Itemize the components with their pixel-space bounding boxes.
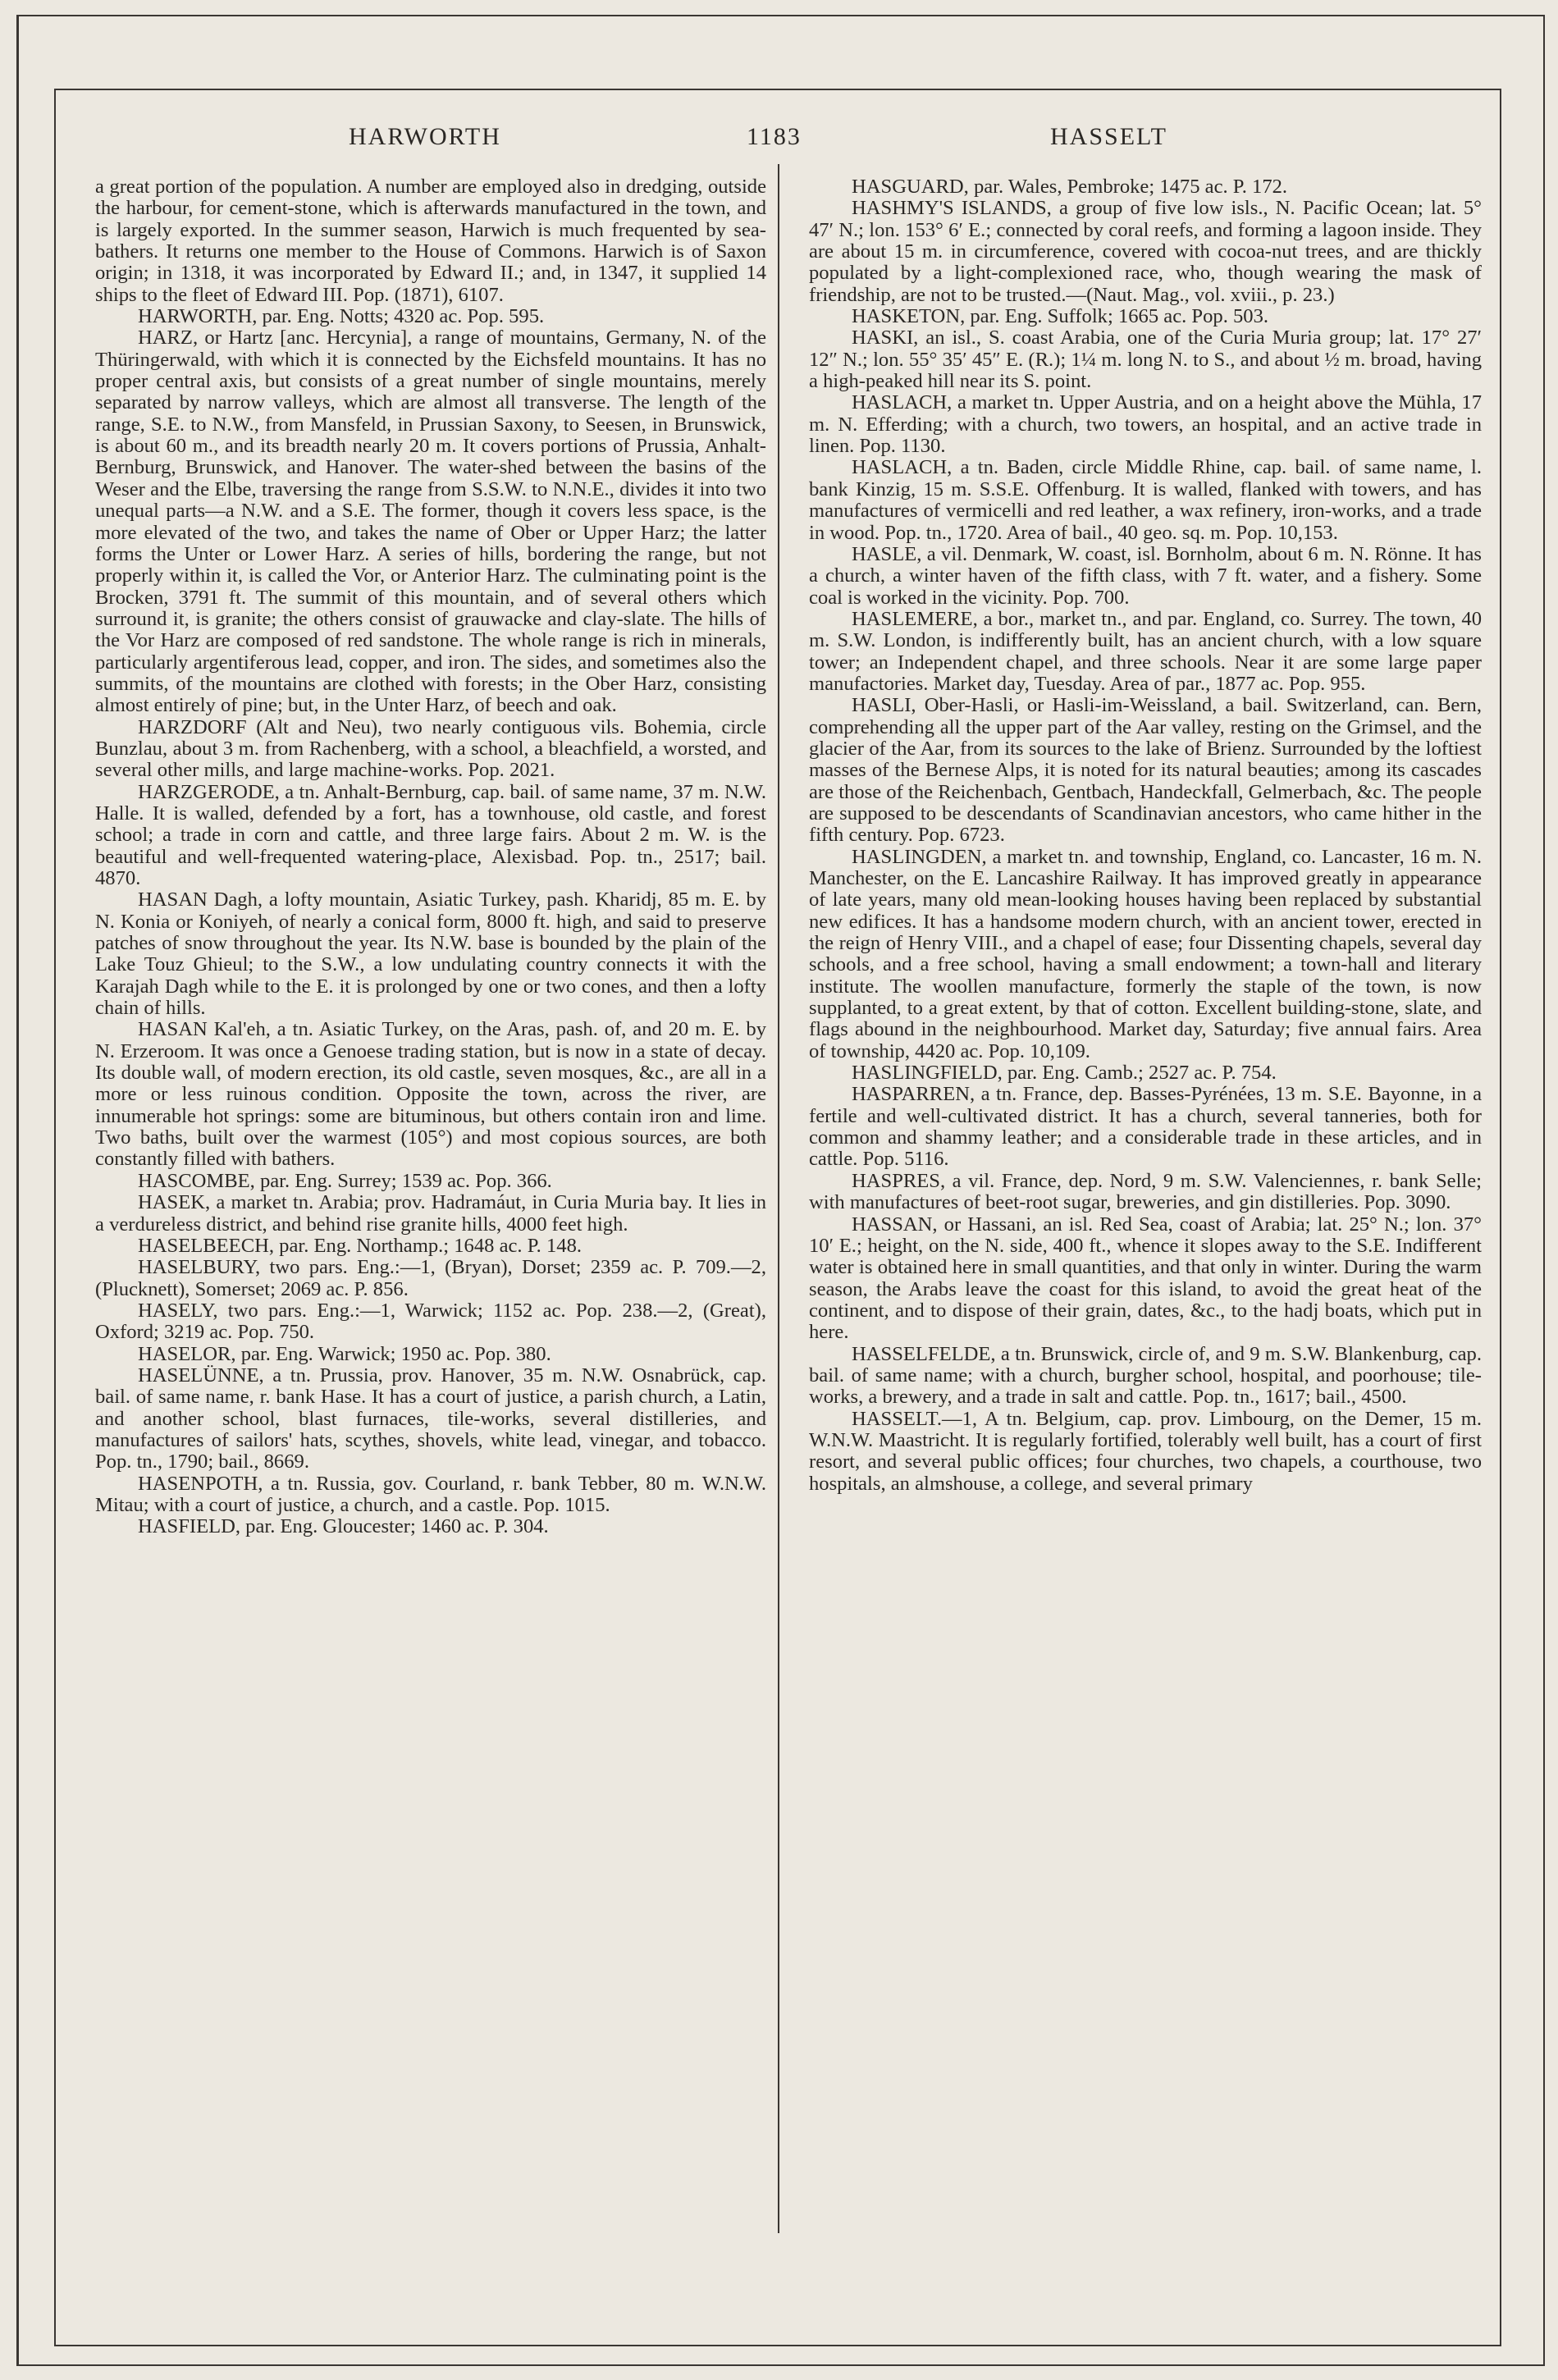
gazetteer-entry: HARZGERODE, a tn. Anhalt-Bernburg, cap. bail. of same name, 37 m. N.W. Halle. It is walled, defended by a fort, has a townhouse, old castle, and forest school; a trade in corn and cattle, and three large fairs. About 2 m. W. is the beautiful and well-frequented watering-place, Alexisbad. Pop. tn., 2517; bail. 4870. (95, 780, 766, 889)
gazetteer-entry: HARZDORF (Alt and Neu), two nearly contiguous vils. Bohemia, circle Bunzlau, about 3 m. from Rachenberg, with a school, a bleachfield, a worsted, and several other mills, and large machine-works. Pop. 2021. (95, 715, 766, 782)
gazetteer-entry: HASELBURY, two pars. Eng.:—1, (Bryan), Dorset; 2359 ac. P. 709.—2, (Plucknett), Somerset; 2069 ac. P. 856. (95, 1256, 766, 1300)
column-divider (778, 164, 779, 2233)
gazetteer-entry: HASELOR, par. Eng. Warwick; 1950 ac. Pop. 380. (138, 1342, 551, 1365)
gazetteer-entry: HASLACH, a market tn. Upper Austria, and on a height above the Mühla, 17 m. N. Efferding; with a church, two towers, an hospital, and an active trade in linen. Pop. 1130. (809, 391, 1482, 458)
gazetteer-entry: HASHMY'S ISLANDS, a group of five low isls., N. Pacific Ocean; lat. 5° 47′ N.; lon. 153° 6′ E.; connected by coral reefs, and forming a lagoon inside. They are about 15 m. in circumference, covered with cocoa-nut trees, and are thickly populated by a light-complexioned race, who, though wearing the mask of friendship, are not to be trusted.—(Naut. Mag., vol. xviii., p. 23.) (809, 197, 1482, 306)
gazetteer-entry: HARZ, or Hartz [anc. Hercynia], a range of mountains, Germany, N. of the Thüringerwald, with which it is connected by the Eichsfeld mountains. It has no proper central axis, but consists of a great number of single mountains, merely separated by narrow valleys, which are almost all transverse. The length of the range, S.E. to N.W., from Mansfeld, in Prussian Saxony, to Seesen, in Brunswick, is about 60 m., and its breadth nearly 20 m. It covers portions of Prussia, Anhalt-Bernburg, Brunswick, and Hanover. The water-shed between the basins of the Weser and the Elbe, traversing the range from S.S.W. to N.N.E., divides it into two unequal parts—a N.W. and a S.E. The former, though it covers less space, is the more elevated of the two, and takes the name of Ober or Upper Harz; the latter forms the Unter or Lower Harz. A series of hills, bordering the range, but not properly within it, is called the Vor, or Anterior Harz. The culminating point is the Brocken, 3791 ft. The summit of this mountain, and of several others which surround it, is granite; the others consist of grauwacke and clay-slate. The hills of the Vor Harz are composed of red sandstone. The whole range is rich in minerals, particularly argentiferous lead, copper, and iron. The sides, and sometimes also the summits, of the mountains are clothed with forests; in the Ober Harz, consisting almost entirely of pine; but, in the Unter Harz, of beech and oak. (95, 327, 766, 717)
running-head-right: HASSELT (1050, 123, 1167, 150)
right-column (809, 176, 1482, 1495)
gazetteer-entry: HASGUARD, par. Wales, Pembroke; 1475 ac. P. 172. (852, 176, 1288, 198)
gazetteer-entry: HASSELFELDE, a tn. Brunswick, circle of, and 9 m. S.W. Blankenburg, cap. bail. of same name; with a church, burgher school, hospital, and poorhouse; tile-works, a brewery, and a trade in salt and cattle. Pop. tn., 1617; bail., 4500. (809, 1342, 1482, 1409)
running-head-left: HARWORTH (349, 123, 501, 150)
gazetteer-entry: HASPRES, a vil. France, dep. Nord, 9 m. S.W. Valenciennes, r. bank Selle; with manufactures of beet-root sugar, breweries, and gin distilleries. Pop. 3090. (809, 1169, 1482, 1214)
gazetteer-entry: HASLACH, a tn. Baden, circle Middle Rhine, cap. bail. of same name, l. bank Kinzig, 15 m. S.S.E. Offenburg. It is walled, flanked with towers, and has manufactures of vermicelli and red leather, a wax refinery, iron-works, and a trade in wood. Pop. tn., 1720. Area of bail., 40 geo. sq. m. Pop. 10,153. (809, 456, 1482, 544)
continued-paragraph: a great portion of the population. A number are employed also in dredging, outside the harbour, for cement-stone, which is afterwards manufactured in the town, and is largely exported. In the summer season, Harwich is much frequented by sea-bathers. It returns one member to the House of Commons. Harwich is of Saxon origin; in 1318, it was incorporated by Edward II.; and, in 1347, it supplied 14 ships to the fleet of Edward III. Pop. (1871), 6107. (95, 176, 766, 306)
gazetteer-entry: HASSAN, or Hassani, an isl. Red Sea, coast of Arabia; lat. 25° N.; lon. 37° 10′ E.; height, on the N. side, 400 ft., whence it slopes away to the S.E. Indifferent water is obtained here in small quantities, and that only in winter. During the warm season, the Arabs leave the coast for this island, to avoid the great heat of the continent, and to dispose of their grain, dates, &c., to the hadj boats, which put in here. (809, 1213, 1482, 1344)
gazetteer-entry: HASENPOTH, a tn. Russia, gov. Courland, r. bank Tebber, 80 m. W.N.W. Mitau; with a court of justice, a church, and a castle. Pop. 1015. (95, 1472, 766, 1516)
page-number: 1183 (747, 123, 802, 150)
gazetteer-entry: HASLI, Ober-Hasli, or Hasli-im-Weissland, a bail. Switzerland, can. Bern, comprehending all the upper part of the Aar valley, resting on the Grimsel, and the glacier of the Aar, from its sources to the lake of Brienz. Surrounded by the loftiest masses of the Bernese Alps, it is noted for its natural beauties; among its cascades are those of the Reichenbach, Gentbach, Handeckfall, Gelmerbach, &c. The people are supposed to be descendants of Scandinavian ancestors, who came hither in the fifth century. Pop. 6723. (809, 694, 1482, 847)
gazetteer-entry: HASELY, two pars. Eng.:—1, Warwick; 1152 ac. Pop. 238.—2, (Great), Oxford; 3219 ac. Pop. 750. (95, 1299, 766, 1344)
gazetteer-entry: HASCOMBE, par. Eng. Surrey; 1539 ac. Pop. 366. (138, 1169, 552, 1192)
gazetteer-entry: HARWORTH, par. Eng. Notts; 4320 ac. Pop. 595. (138, 305, 545, 328)
gazetteer-entry: HASAN Dagh, a lofty mountain, Asiatic Turkey, pash. Kharidj, 85 m. E. by N. Konia or Koniyeh, of nearly a conical form, 8000 ft. high, and said to preserve patches of snow throughout the year. Its N.W. base is bounded by the plain of the Lake Touz Ghieul; to the S.W., a low undulating country connects it with the Karajah Dagh while to the E. it is prolonged by one or two cones, and then a lofty chain of hills. (95, 889, 766, 1020)
gazetteer-entry: HASLEMERE, a bor., market tn., and par. England, co. Surrey. The town, 40 m. S.W. London, is indifferently built, has an ancient church, with a low square tower; an Independent chapel, and three schools. Near it are some large paper manufactories. Market day, Tuesday. Area of par., 1877 ac. Pop. 955. (809, 607, 1482, 695)
gazetteer-entry: HASLINGDEN, a market tn. and township, England, co. Lancaster, 16 m. N. Manchester, on the E. Lancashire Railway. It has improved greatly in appearance of late years, many old mean-looking houses having been replaced by substantial new edifices. It has a handsome modern church, with an ancient tower, erected in the reign of Henry VIII., and a chapel of ease; four Dissenting chapels, several day schools, and a free school, having a small endowment; a town-hall and literary institute. The woollen manufacture, formerly the staple of the town, is now supplanted, to a great extent, by that of cotton. Excellent building-stone, slate, and flags abound in the neighbourhood. Market day, Saturday; five annual fairs. Area of township, 4420 ac. Pop. 10,109. (809, 845, 1482, 1062)
gazetteer-entry: HASKETON, par. Eng. Suffolk; 1665 ac. Pop. 503. (852, 305, 1269, 328)
gazetteer-entry: HASEK, a market tn. Arabia; prov. Hadramáut, in Curia Muria bay. It lies in a verdureless district, and behind rise granite hills, 4000 feet high. (95, 1191, 766, 1236)
gazetteer-entry: HASKI, an isl., S. coast Arabia, one of the Curia Muria group; lat. 17° 27′ 12″ N.; lon. 55° 35′ 45″ E. (R.); 1¼ m. long N. to S., and about ½ m. broad, having a high-peaked hill near its S. point. (809, 327, 1482, 393)
left-column (95, 176, 766, 1538)
gazetteer-entry: HASELÜNNE, a tn. Prussia, prov. Hanover, 35 m. N.W. Osnabrück, cap. bail. of same name, r. bank Hase. It has a court of justice, a parish church, a Latin, and another school, blast furnaces, tile-works, several distilleries, and manufactures of sailors' hats, scythes, shovels, white lead, vinegar, and tobacco. Pop. tn., 1790; bail., 8669. (95, 1364, 766, 1473)
gazetteer-entry: HASSELT.—1, A tn. Belgium, cap. prov. Limbourg, on the Demer, 15 m. W.N.W. Maastricht. It is regularly fortified, tolerably well built, has a court of first resort, and several public offices; four churches, two chapels, a courthouse, two hospitals, an almshouse, a college, and several primary (809, 1407, 1482, 1495)
gazetteer-entry: HASELBEECH, par. Eng. Northamp.; 1648 ac. P. 148. (138, 1234, 583, 1257)
gazetteer-entry: HASFIELD, par. Eng. Gloucester; 1460 ac. P. 304. (138, 1515, 549, 1538)
gazetteer-entry: HASLINGFIELD, par. Eng. Camb.; 2527 ac. P. 754. (852, 1062, 1277, 1085)
gazetteer-entry: HASPARREN, a tn. France, dep. Basses-Pyrénées, 13 m. S.E. Bayonne, in a fertile and well-cultivated district. It has a church, several tanneries, both for common and shammy leather; and a considerable trade in these articles, and in cattle. Pop. 5116. (809, 1083, 1482, 1171)
gazetteer-entry: HASLE, a vil. Denmark, W. coast, isl. Bornholm, about 6 m. N. Rönne. It has a church, a winter haven of the fifth class, with 7 ft. water, and a fishery. Some coal is worked in the vicinity. Pop. 700. (809, 542, 1482, 609)
gazetteer-entry: HASAN Kal'eh, a tn. Asiatic Turkey, on the Aras, pash. of, and 20 m. E. by N. Erzeroom. It was once a Genoese trading station, but is now in a state of decay. Its double wall, of modern erection, its old castle, seven mosques, &c., are all in a more or less ruinous condition. Opposite the town, across the river, are innumerable hot springs: some are bituminous, but others contain iron and lime. Two baths, built over the warmest (105°) and most copious sources, are both constantly filled with bathers. (95, 1018, 766, 1171)
